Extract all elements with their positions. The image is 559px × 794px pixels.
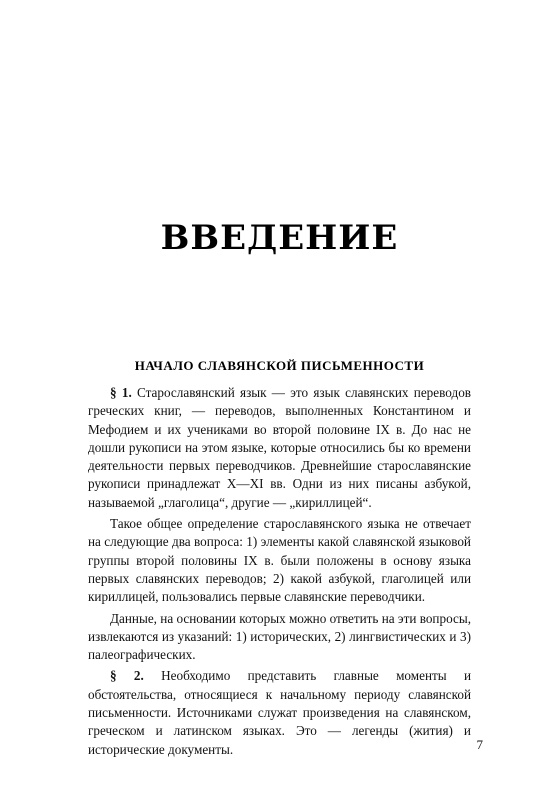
paragraph-mark: § 2. [110,668,144,684]
chapter-title: ВВЕДЕНИЕ [160,218,399,258]
paragraph-text: Старославянский язык — это язык славянских переводов греческих книг, — переводов, выполненных Константином и Мефодием и их учениками во второй половине IX в. До нас не дошли рукописи на этом языке, которые относились бы ко времени деятельности первых переводчиков. Древнейшие старославянские рукописи принадлежат X—XI вв. Одни из них писаны азбукой, называемой „глаголица“, другие — „кириллицей“. [88,385,472,510]
paragraph-mark: § 1. [110,385,132,400]
section-heading: НАЧАЛО СЛАВЯНСКОЙ ПИСЬМЕННОСТИ [134,358,425,373]
paragraph-text: Данные, на основании которых можно ответить на эти вопросы, извлекаются из указаний: 1) исторических, 2) лингвистических и 3) палеографических. [88,610,472,663]
paragraph-2 [88,515,471,606]
page-number: 7 [476,737,483,752]
paragraph-1 [88,384,471,512]
paragraph-3 [88,610,471,665]
paragraph-text: Такое общее определение старославянского языка не отвечает на следующие два вопроса: 1) элементы какой славянской языковой группы второй половины IX в. были положены в основу языка первых славянских переводов; 2) какой азбукой, глаголицей или кириллицей, пользовались первые славянские переводчики. [88,516,471,605]
paragraph-4 [88,667,471,758]
body-text [88,384,471,762]
paragraph-text: Необходимо представить главные моменты и обстоятельства, относящиеся к начальному периоду славянской письменности. Источниками служат произведения на славянском, греческом и латинском языках. Это — легенды (жития) и исторические документы. [88,668,472,757]
